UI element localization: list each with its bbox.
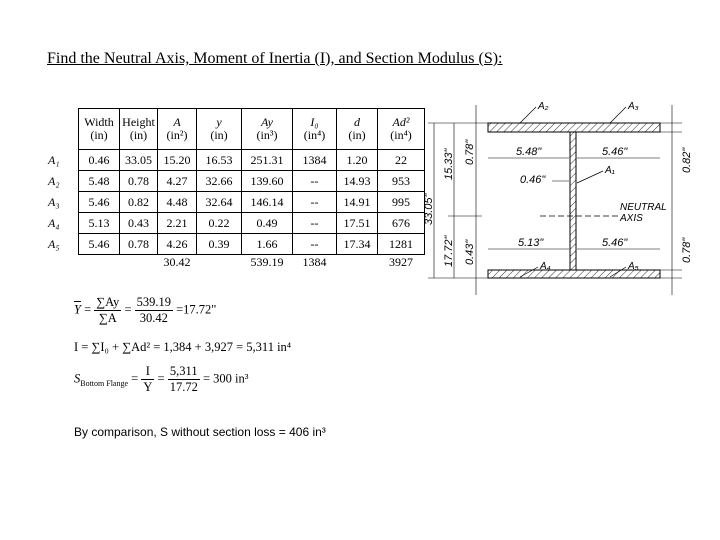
col-header-width: Width (in) — [79, 109, 120, 150]
row-label: A₅ — [48, 236, 60, 251]
comparison-note: By comparison, S without section loss = 406 in³ — [74, 425, 326, 439]
top-flange — [488, 123, 660, 132]
row-label: A₁ — [48, 152, 60, 167]
col-header-height: Height (in) — [120, 109, 158, 150]
a5-label: A₅ — [628, 261, 639, 272]
dim-bottom-left-width: 5.13" — [518, 237, 544, 249]
col-header-y: y (in) — [197, 109, 242, 150]
web — [570, 132, 576, 270]
row-label: A₃ — [48, 194, 60, 209]
a1-label: A₁ — [605, 165, 615, 176]
a4-label: A₄ — [540, 261, 551, 272]
dim-total-height: 33.05" — [423, 193, 435, 225]
dim-web: 0.46" — [520, 174, 546, 186]
row-label: A₄ — [48, 215, 60, 230]
section-modulus-equation: $S_{Bottom Flange}$ = $\frac{I}{Y}$ = $\frac{5,311}{17.72}$ = 300 in³ — [74, 364, 249, 394]
a2-label: A₂ — [538, 101, 549, 112]
table-row: A₄ 5.13 0.43 2.21 0.22 0.49 -- 17.51 676 — [46, 213, 425, 234]
dim-lower-height: 17.72" — [443, 235, 455, 267]
dim-bottom-right-width: 5.46" — [602, 237, 628, 249]
col-header-d: d (in) — [337, 109, 378, 150]
col-header-ay: Ay (in³) — [242, 109, 293, 150]
neutral-axis-equation: $\overline{Y}$ = $\frac{\sum Ay}{\sum A}$ = $\frac{539.19}{30.42}$ =17.72" — [74, 295, 217, 325]
a3-label: A₃ — [628, 101, 639, 112]
neutral-label: NEUTRAL — [620, 202, 667, 213]
table-row: A₁ 0.46 33.05 15.20 16.53 251.31 1384 1.20 22 — [46, 150, 425, 171]
table-row: A₃ 5.46 0.82 4.48 32.64 146.14 -- 14.91 995 — [46, 192, 425, 213]
dim-top-flange-left: 0.78" — [464, 139, 476, 165]
page-title: Find the Neutral Axis, Moment of Inertia (I), and Section Modulus (S): — [47, 50, 503, 67]
col-header-ad2: Ad² (in⁴) — [378, 109, 425, 150]
i-beam-diagram — [420, 95, 705, 300]
dim-top-left-width: 5.48" — [516, 146, 542, 158]
totals-row: 30.42 539.19 1384 3927 — [163, 254, 413, 269]
col-header-io: I₀ (in⁴) — [293, 109, 337, 150]
table-row: A₅ 5.46 0.78 4.26 0.39 1.66 -- 17.34 1281 — [46, 234, 425, 255]
table-row: A₂ 5.48 0.78 4.27 32.66 139.60 -- 14.93 953 — [46, 171, 425, 192]
moment-of-inertia-equation: I = ∑I₀ + ∑Ad² = 1,384 + 3,927 = 5,311 in⁴ — [74, 340, 292, 354]
dim-top-right-width: 5.46" — [602, 146, 628, 158]
dim-bottom-flange-right: 0.78" — [681, 237, 693, 263]
dim-top-flange-right: 0.82" — [681, 147, 693, 173]
axis-label: AXIS — [620, 213, 643, 224]
row-label: A₂ — [48, 173, 60, 188]
dim-bottom-flange-left: 0.43" — [464, 239, 476, 265]
section-properties-table — [46, 108, 425, 269]
col-header-area: A (in²) — [158, 109, 197, 150]
dim-upper-height: 15.33" — [443, 148, 455, 180]
table-header-row — [46, 109, 425, 150]
